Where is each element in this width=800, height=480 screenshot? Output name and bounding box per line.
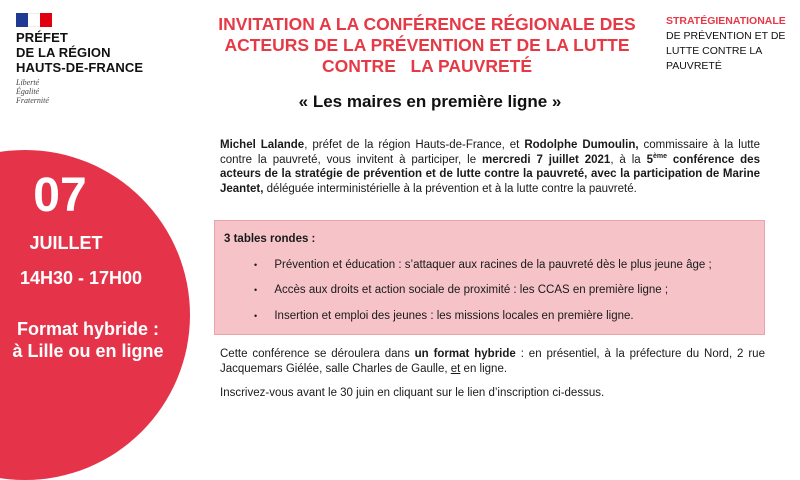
strategy-line: DE PRÉVENTION ET DE [666, 30, 786, 42]
logo-line: PRÉFET [16, 30, 68, 45]
round-table-item: Prévention et éducation : s’attaquer aux racines de la pauvreté dès le plus jeune âge ; [274, 259, 712, 271]
national-strategy-label [666, 14, 796, 74]
subtitle: « Les maires en première ligne » [298, 92, 562, 111]
title-line: CONTRE LA PAUVRETÉ [321, 56, 532, 76]
host-name: Michel Lalande [220, 139, 305, 151]
intro-text: , à la [610, 153, 647, 166]
ordinal-suffix: ème [652, 152, 667, 160]
host-name: Rodolphe Dumoulin, [524, 139, 639, 151]
logo-line: HAUTS-DE-FRANCE [16, 60, 144, 75]
round-tables-title: 3 tables rondes : [224, 233, 316, 245]
hybrid-format: un format hybride [414, 348, 516, 360]
conference-details [220, 347, 765, 376]
format-line: Format hybride : [16, 319, 159, 339]
flag-red-stripe [40, 13, 52, 27]
event-format [0, 318, 176, 362]
strategy-line: LUTTE CONTRE LA [666, 45, 763, 57]
invitation-title [202, 14, 652, 77]
strategy-line: PAUVRETÉ [666, 60, 722, 72]
intro-text: déléguée interministérielle à la prévention et à la lutte contre la pauvreté. [263, 182, 637, 195]
republic-flag-icon [16, 13, 52, 27]
conf-text: Cette conférence se déroulera dans [220, 348, 415, 360]
event-hours: 14H30 - 17H00 [19, 268, 143, 288]
conf-text: en ligne. [460, 362, 508, 375]
intro-paragraph [220, 138, 760, 196]
conference-name: conférence des acteurs de la stratégie de prévention et de lutte contre la pauvreté, avec la participation de Marine Jeantet, [220, 153, 760, 195]
event-date: mercredi 7 juillet 2021 [482, 153, 611, 166]
title-line: INVITATION A LA CONFÉRENCE RÉGIONALE DES [218, 14, 636, 34]
strategy-heading: STRATÉGIENATIONALE [666, 15, 786, 27]
motto-line: Égalité [16, 87, 40, 96]
title-line: ACTEURS DE LA PRÉVENTION ET DE LA LUTTE [224, 35, 630, 55]
round-table-item: Accès aux droits et action sociale de proximité : les CCAS en première ligne ; [274, 284, 669, 296]
conf-and: et [450, 362, 461, 375]
event-month: JUILLET [29, 233, 103, 253]
intro-text: , préfet de la région Hauts-de-France, et [304, 139, 525, 151]
prefect-logo-text [16, 30, 143, 75]
intro-text: commissaire à la lutte contre la pauvreté, vous invitent à participer, le [220, 139, 761, 166]
republic-motto [16, 78, 49, 105]
motto-line: Liberté [16, 78, 40, 87]
logo-line: DE LA RÉGION [16, 45, 111, 60]
bullet: • [254, 311, 258, 321]
list-item [254, 259, 712, 271]
bullet: • [254, 285, 258, 295]
event-day: 07 [33, 169, 87, 222]
flag-white-stripe [28, 13, 40, 27]
round-table-item: Insertion et emploi des jeunes : les missions locales en première ligne. [274, 310, 634, 322]
conference-ordinal: 5 [646, 153, 653, 166]
list-item [254, 284, 668, 296]
signup-instruction: Inscrivez-vous avant le 30 juin en cliquant sur le lien d’inscription ci-dessus. [220, 387, 605, 399]
format-line: à Lille ou en ligne [12, 341, 164, 361]
flag-blue-stripe [16, 13, 28, 27]
motto-line: Fraternité [16, 96, 49, 105]
bullet: • [254, 260, 258, 270]
list-item [254, 310, 634, 322]
conf-text: : en présentiel, à la préfecture du Nord, 2 rue Jacquemars Giélée, salle Charles de Gaulle, [220, 348, 765, 375]
